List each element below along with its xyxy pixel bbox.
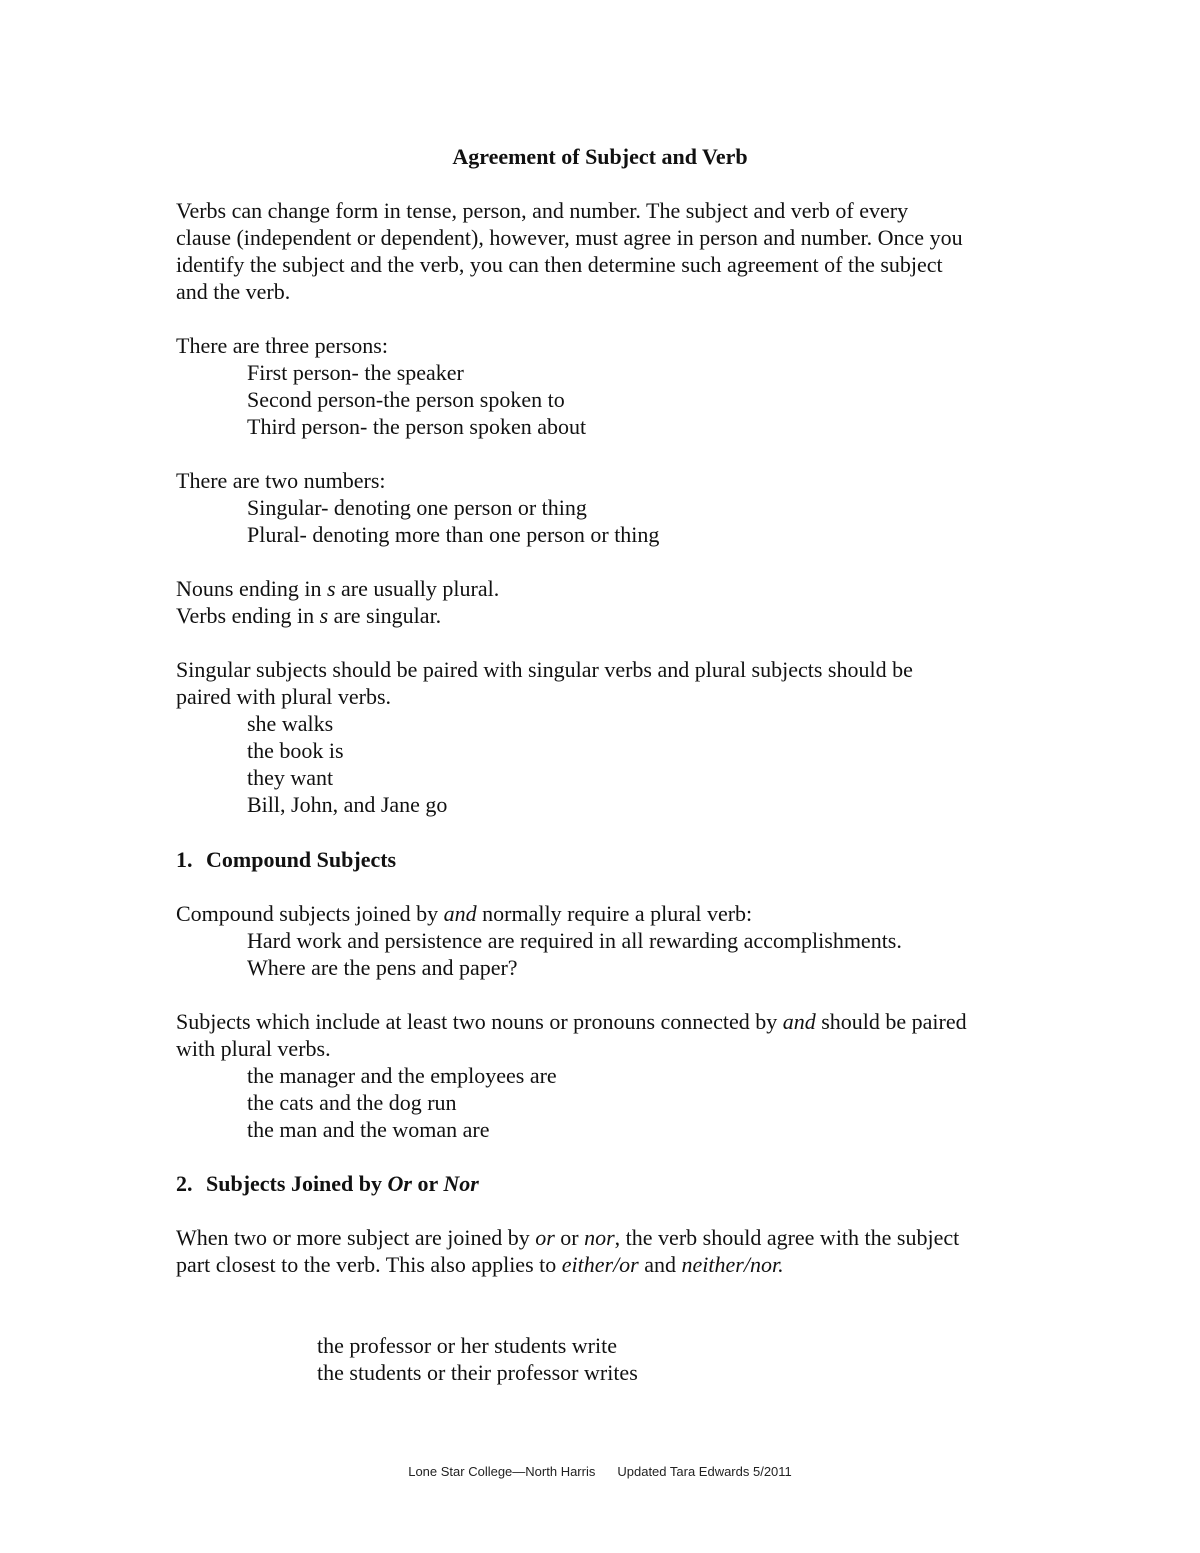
persons-item: First person- the speaker — [247, 360, 464, 385]
nouns-ending-line: Nouns ending in s are usually plural. — [176, 576, 500, 601]
numbers-item: Plural- denoting more than one person or thing — [247, 522, 660, 547]
pairing-line: Singular subjects should be paired with singular verbs and plural subjects should be — [176, 657, 913, 682]
section-2-rule-cont: part closest to the verb. This also applies to either/or and neither/nor. — [176, 1252, 784, 1277]
example-line: Hard work and persistence are required in all rewarding accomplishments. — [247, 928, 902, 953]
example-line: the cats and the dog run — [247, 1090, 457, 1115]
footer-institution: Lone Star College—North Harris — [408, 1464, 596, 1479]
persons-item: Second person-the person spoken to — [247, 387, 565, 412]
intro-line: clause (independent or dependent), however, must agree in person and number. Once you — [176, 225, 963, 250]
example-line: the professor or her students write — [317, 1333, 617, 1358]
example-line: the students or their professor writes — [317, 1360, 638, 1385]
example-line: the book is — [247, 738, 344, 763]
persons-item: Third person- the person spoken about — [247, 414, 587, 439]
example-line: Bill, John, and Jane go — [247, 792, 448, 817]
example-line: they want — [247, 765, 334, 790]
intro-line: identify the subject and the verb, you can then determine such agreement of the subject — [176, 252, 943, 277]
section-2-heading: 2. Subjects Joined by Or or Nor — [176, 1171, 479, 1196]
section-1-rule-2: Subjects which include at least two nouns or pronouns connected by and should be paired — [176, 1009, 967, 1034]
example-line: the manager and the employees are — [247, 1063, 557, 1088]
example-line: Where are the pens and paper? — [247, 955, 518, 980]
section-1-rule: Compound subjects joined by and normally require a plural verb: — [176, 901, 753, 926]
section-1-rule-2-cont: with plural verbs. — [176, 1036, 331, 1061]
footer-updated: Updated Tara Edwards 5/2011 — [617, 1464, 792, 1479]
intro-line: and the verb. — [176, 279, 291, 304]
numbers-item: Singular- denoting one person or thing — [247, 495, 587, 520]
section-1-heading: 1. Compound Subjects — [176, 847, 397, 872]
pairing-line: paired with plural verbs. — [176, 684, 392, 709]
page-title: Agreement of Subject and Verb — [452, 144, 748, 169]
section-2-rule: When two or more subject are joined by or or nor, the verb should agree with the subject — [176, 1225, 960, 1250]
example-line: the man and the woman are — [247, 1117, 490, 1142]
intro-line: Verbs can change form in tense, person, and number. The subject and verb of every — [176, 198, 909, 223]
page-footer — [0, 1464, 1200, 1479]
example-line: she walks — [247, 711, 334, 736]
verbs-ending-line: Verbs ending in s are singular. — [176, 603, 442, 628]
persons-lead: There are three persons: — [176, 333, 388, 358]
numbers-lead: There are two numbers: — [176, 468, 386, 493]
